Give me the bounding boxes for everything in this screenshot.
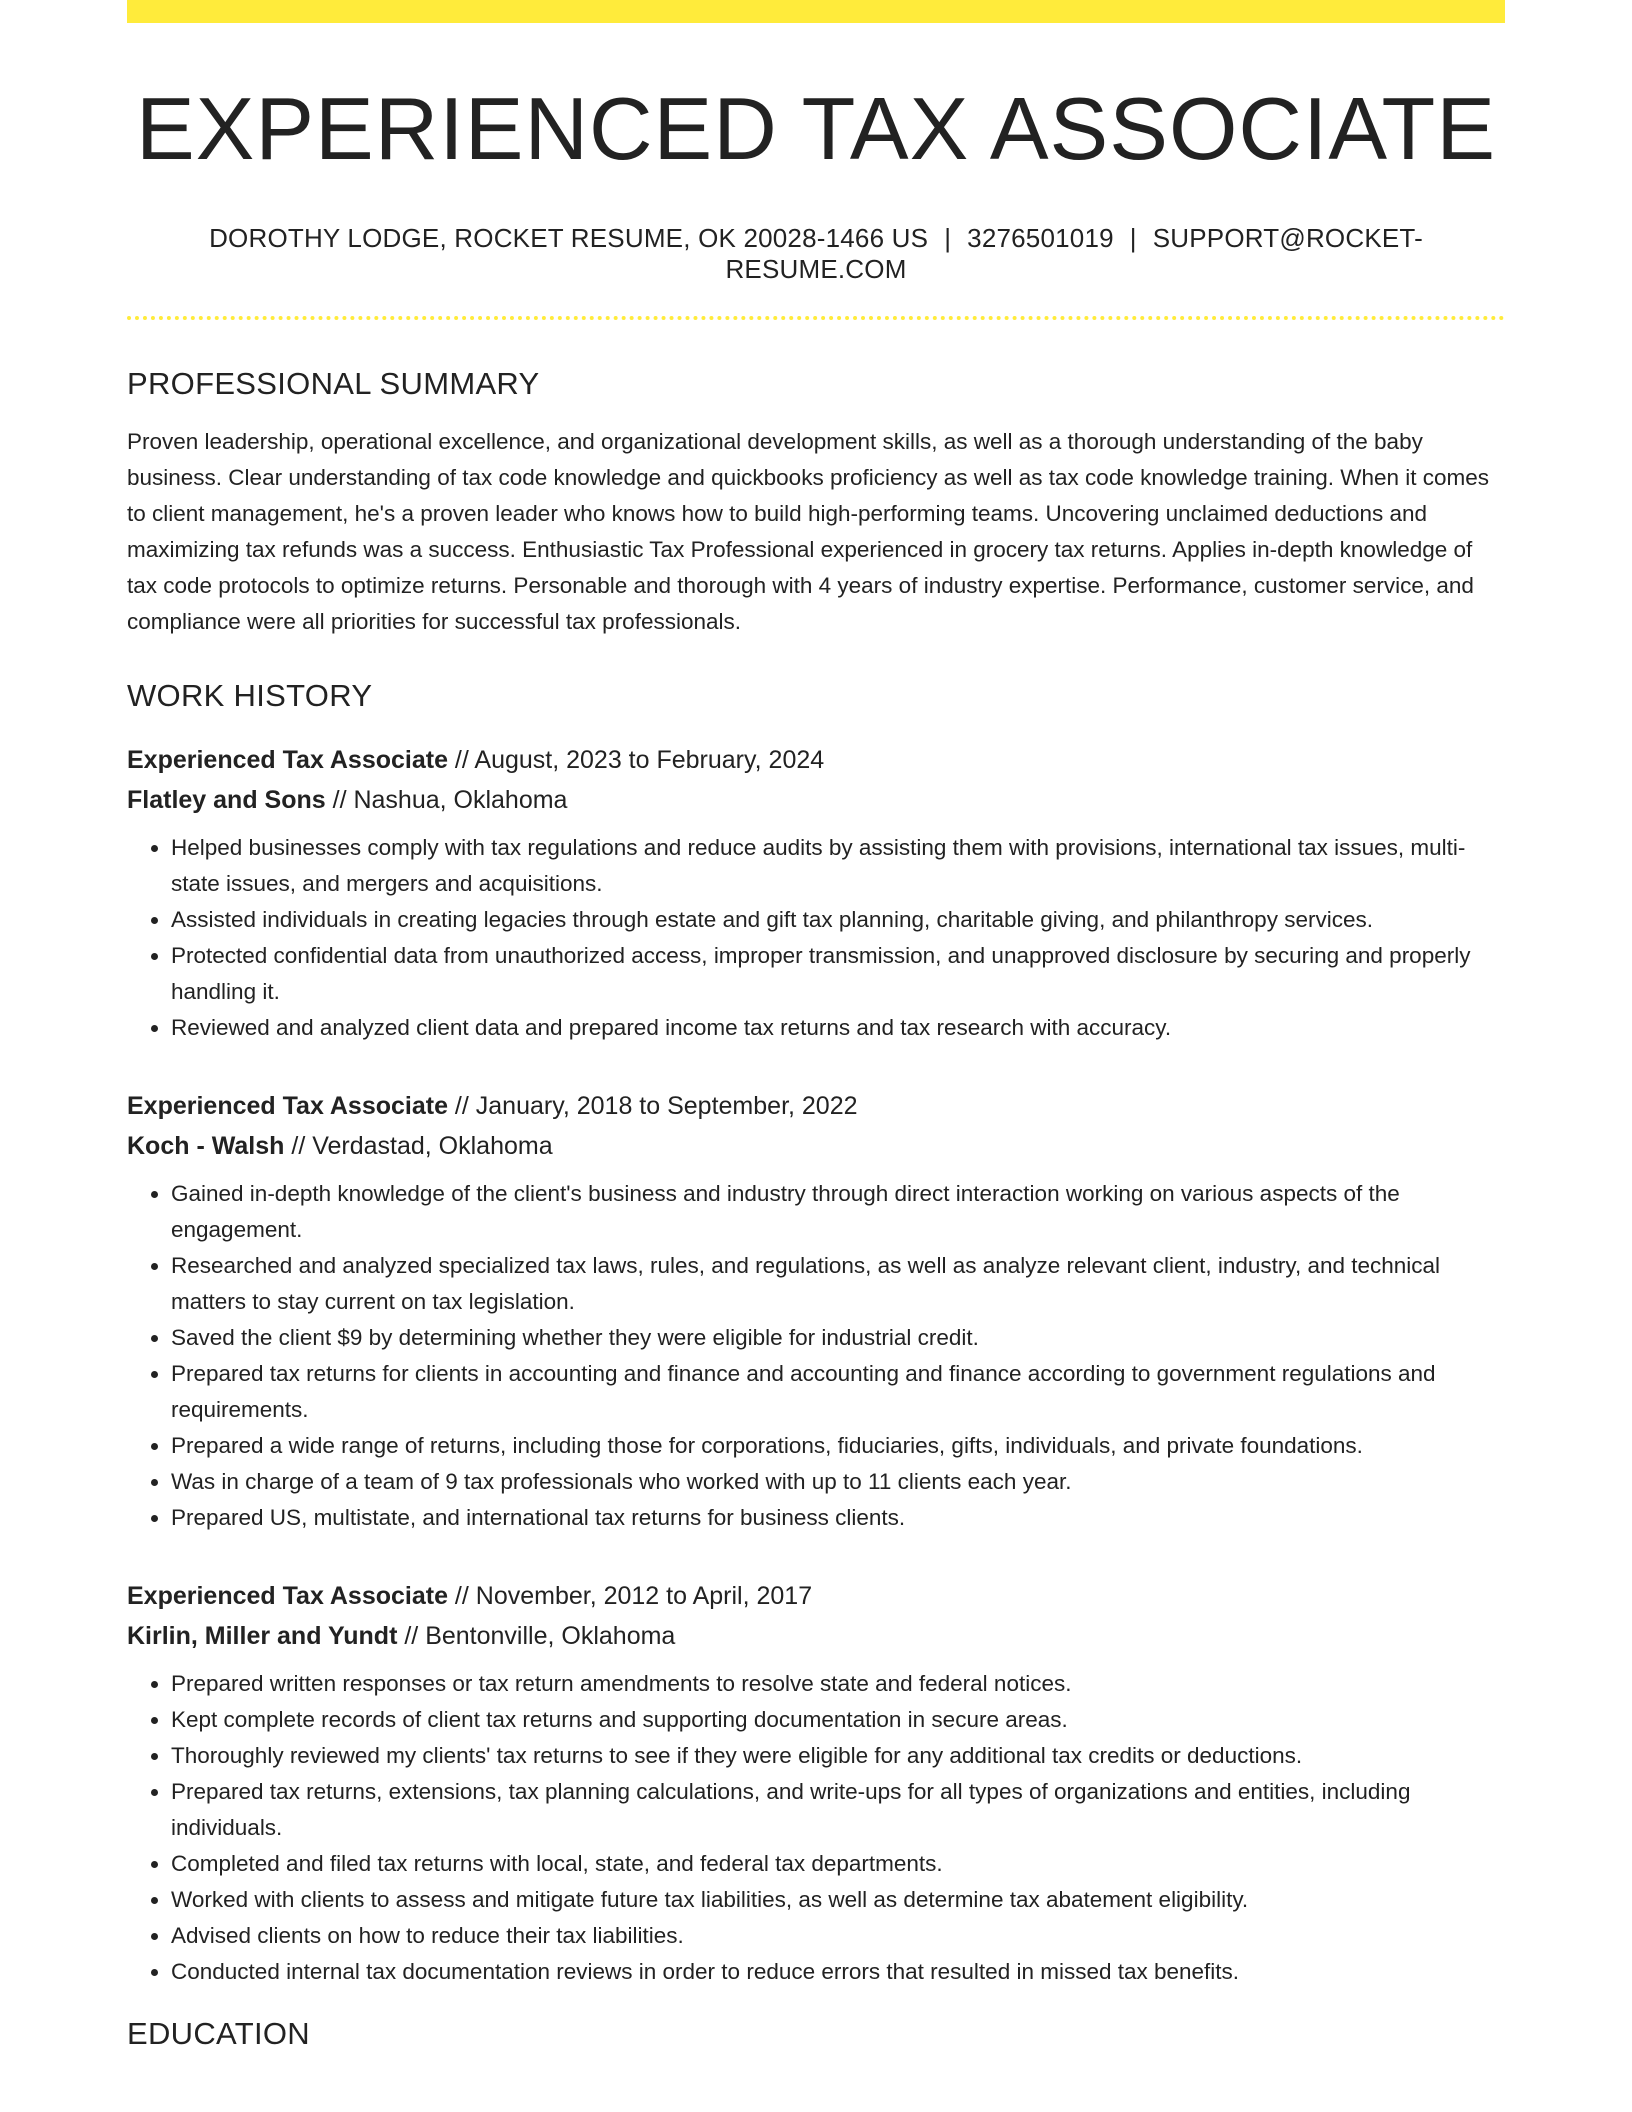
- contact-phone: 3276501019: [967, 222, 1114, 253]
- education-heading: EDUCATION: [127, 2015, 310, 2051]
- job-bullet: • Protected confidential data from unauthorized access, improper transmission, and unapproved disclosure by securing and properly handling it.: [171, 938, 1505, 1010]
- job-title-line: [127, 1576, 1505, 1616]
- contact-separator: |: [944, 222, 952, 253]
- job-bullet: • Prepared a wide range of returns, including those for corporations, fiduciaries, gifts, individuals, and private foundations.: [171, 1428, 1505, 1464]
- job-bullet: • Prepared US, multistate, and international tax returns for business clients.: [171, 1500, 1505, 1536]
- job-bullet: • Reviewed and analyzed client data and prepared income tax returns and tax research with accuracy.: [171, 1010, 1505, 1046]
- job-bullet: • Thoroughly reviewed my clients' tax returns to see if they were eligible for any additional tax credits or deductions.: [171, 1738, 1505, 1774]
- job-bullet: • Assisted individuals in creating legacies through estate and gift tax planning, charitable giving, and philanthropy services.: [171, 902, 1505, 938]
- job-location: // Bentonville, Oklahoma: [397, 1621, 676, 1650]
- contact-line: [127, 223, 1505, 285]
- job-dates: // January, 2018 to September, 2022: [447, 1091, 858, 1120]
- job-company: Flatley and Sons: [127, 785, 326, 814]
- job-bullet: • Researched and analyzed specialized tax laws, rules, and regulations, as well as analyze relevant client, industry, and technical matters to stay current on tax legislation.: [171, 1248, 1505, 1320]
- job-location: // Verdastad, Oklahoma: [284, 1131, 553, 1160]
- job-bullet: • Gained in-depth knowledge of the client's business and industry through direct interaction working on various aspects of the engagement.: [171, 1176, 1505, 1248]
- contact-separator: |: [1129, 222, 1137, 253]
- job-company-line: [127, 780, 1505, 820]
- job-entry: [127, 1576, 1505, 1990]
- job-company: Koch - Walsh: [127, 1131, 285, 1160]
- dotted-divider: [127, 316, 1505, 320]
- job-entry: [127, 740, 1505, 1046]
- job-bullet-list: [127, 1666, 1505, 1990]
- job-bullet: • Prepared written responses or tax return amendments to resolve state and federal notices.: [171, 1666, 1505, 1702]
- job-location: // Nashua, Oklahoma: [325, 785, 568, 814]
- job-bullet-list: [127, 1176, 1505, 1536]
- job-title: Experienced Tax Associate: [127, 745, 448, 774]
- resume-title: EXPERIENCED TAX ASSOCIATE: [135, 79, 1497, 178]
- job-company: Kirlin, Miller and Yundt: [127, 1621, 398, 1650]
- job-dates: // November, 2012 to April, 2017: [447, 1581, 813, 1610]
- job-bullet: • Kept complete records of client tax returns and supporting documentation in secure areas.: [171, 1702, 1505, 1738]
- job-bullet-list: [127, 830, 1505, 1046]
- job-bullet: • Conducted internal tax documentation reviews in order to reduce errors that resulted in missed tax benefits.: [171, 1954, 1505, 1990]
- job-bullet: • Completed and filed tax returns with local, state, and federal tax departments.: [171, 1846, 1505, 1882]
- job-bullet: • Prepared tax returns for clients in accounting and finance and accounting and finance according to government regulations and requirements.: [171, 1356, 1505, 1428]
- top-accent-bar: [127, 0, 1505, 23]
- job-title: Experienced Tax Associate: [127, 1091, 448, 1120]
- contact-email: SUPPORT@ROCKET-RESUME.COM: [725, 222, 1423, 284]
- job-dates: // August, 2023 to February, 2024: [447, 745, 825, 774]
- resume-page: [127, 0, 1505, 2052]
- job-bullet: • Advised clients on how to reduce their tax liabilities.: [171, 1918, 1505, 1954]
- job-title-line: [127, 740, 1505, 780]
- job-bullet: • Worked with clients to assess and mitigate future tax liabilities, as well as determine tax abatement eligibility.: [171, 1882, 1505, 1918]
- job-title-line: [127, 1086, 1505, 1126]
- summary-text: Proven leadership, operational excellence, and organizational development skills, as well as a thorough understanding of the baby business. Clear understanding of tax code knowledge and quickbooks proficiency as well as tax code knowledge training. When it comes to client management, he's a proven leader who knows how to build high-performing teams. Uncovering unclaimed deductions and maximizing tax refunds was a success. Enthusiastic Tax Professional experienced in grocery tax returns. Applies in-depth knowledge of tax code protocols to optimize returns. Personable and thorough with 4 years of industry expertise. Performance, customer service, and compliance were all priorities for successful tax professionals.: [127, 428, 1490, 634]
- work-history-heading: WORK HISTORY: [127, 677, 373, 713]
- job-title: Experienced Tax Associate: [127, 1581, 448, 1610]
- job-entry: [127, 1086, 1505, 1536]
- work-history-list: [127, 740, 1505, 1990]
- job-bullet: • Saved the client $9 by determining whether they were eligible for industrial credit.: [171, 1320, 1505, 1356]
- job-company-line: [127, 1616, 1505, 1656]
- job-bullet: • Was in charge of a team of 9 tax professionals who worked with up to 11 clients each year.: [171, 1464, 1505, 1500]
- summary-heading: PROFESSIONAL SUMMARY: [127, 365, 540, 401]
- job-company-line: [127, 1126, 1505, 1166]
- job-bullet: • Prepared tax returns, extensions, tax planning calculations, and write-ups for all types of organizations and entities, including individuals.: [171, 1774, 1505, 1846]
- job-bullet: • Helped businesses comply with tax regulations and reduce audits by assisting them with provisions, international tax issues, multi-state issues, and mergers and acquisitions.: [171, 830, 1505, 902]
- contact-address: DOROTHY LODGE, ROCKET RESUME, OK 20028-1466 US: [209, 222, 929, 253]
